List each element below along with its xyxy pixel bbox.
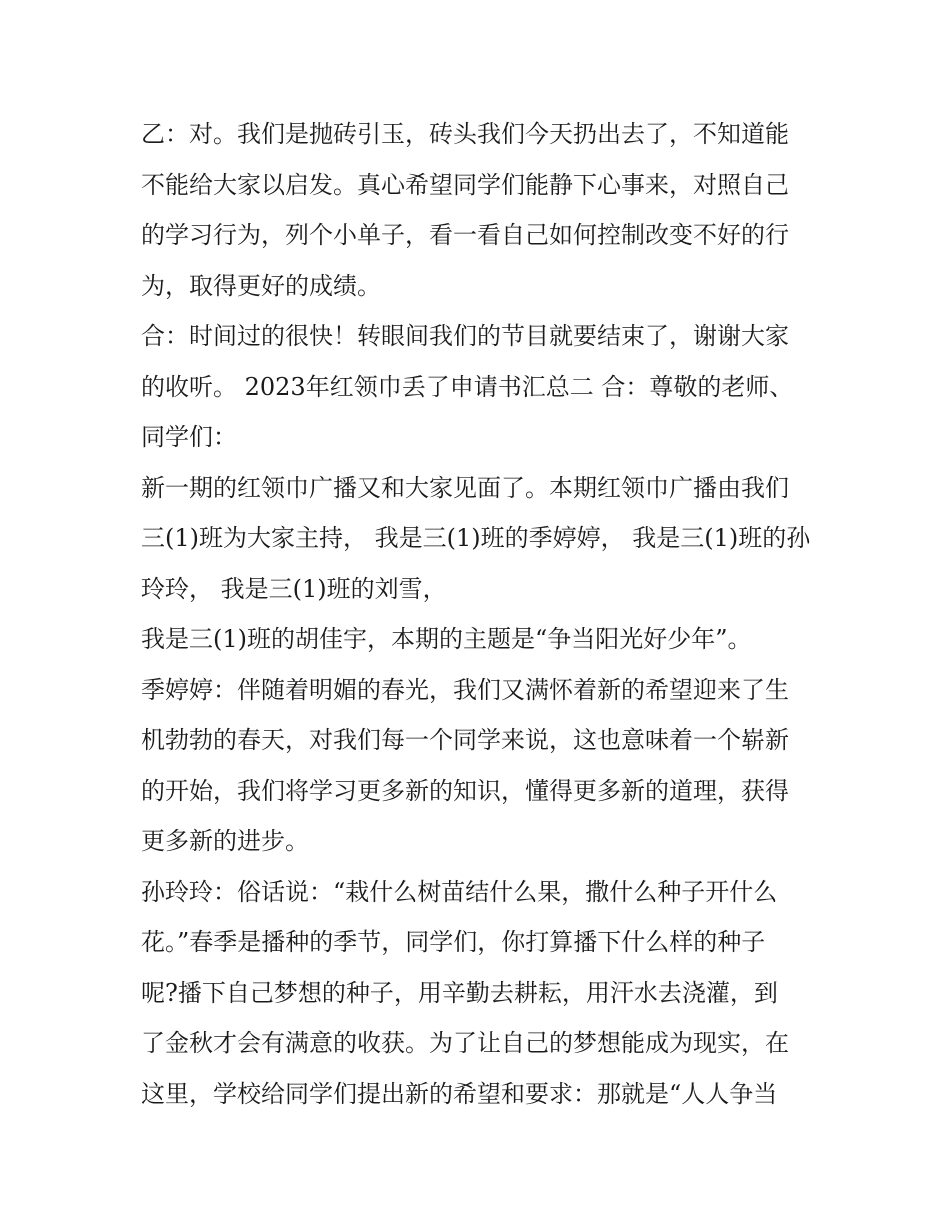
text-line: 机勃勃的春天，对我们每一个同学来说，这也意味着一个崭新: [141, 726, 789, 754]
text-line: 为，取得更好的成绩。: [141, 271, 381, 300]
text-line: 不能给大家以启发。真心希望同学们能静下心事来，对照自己: [141, 170, 789, 199]
text-line: 同学们：: [141, 423, 237, 451]
text-line: 的学习行为，列个小单子，看一看自己如何控制改变不好的行: [141, 221, 789, 249]
text-line: 这里，学校给同学们提出新的希望和要求：那就是“人人争当: [141, 1079, 778, 1108]
text-line: 更多新的进步。: [141, 827, 309, 855]
text-line: 呢?播下自己梦想的种子，用辛勤去耕耘，用汗水去浇灌，到: [141, 978, 778, 1007]
text-line: 玲玲， 我是三(1)班的刘雪，: [141, 574, 447, 603]
document-body: [141, 109, 813, 1119]
text-line: 新一期的红领巾广播又和大家见面了。本期红领巾广播由我们: [141, 473, 789, 502]
text-line: 的收听。 2023年红领巾丢了申请书汇总二 合：尊敬的老师、: [141, 372, 794, 401]
text-line: 乙：对。我们是抛砖引玉，砖头我们今天扔出去了，不知道能: [141, 120, 789, 148]
text-line: 花。”春季是播种的季节，同学们，你打算播下什么样的种子: [141, 928, 766, 956]
text-line: 孙玲玲：俗话说：“栽什么树苗结什么果，撒什么种子开什么: [141, 877, 778, 906]
text-line: 合：时间过的很快！转眼间我们的节目就要结束了，谢谢大家: [141, 322, 789, 350]
text-line: 我是三(1)班的胡佳宇，本期的主题是“争当阳光好少年”。: [141, 625, 752, 653]
text-line: 三(1)班为大家主持， 我是三(1)班的季婷婷， 我是三(1)班的孙: [141, 524, 811, 552]
text-line: 的开始，我们将学习更多新的知识，懂得更多新的道理，获得: [141, 776, 789, 805]
text-line: 了金秋才会有满意的收获。为了让自己的梦想能成为现实，在: [141, 1029, 789, 1057]
text-line: 季婷婷：伴随着明媚的春光，我们又满怀着新的希望迎来了生: [141, 675, 789, 704]
